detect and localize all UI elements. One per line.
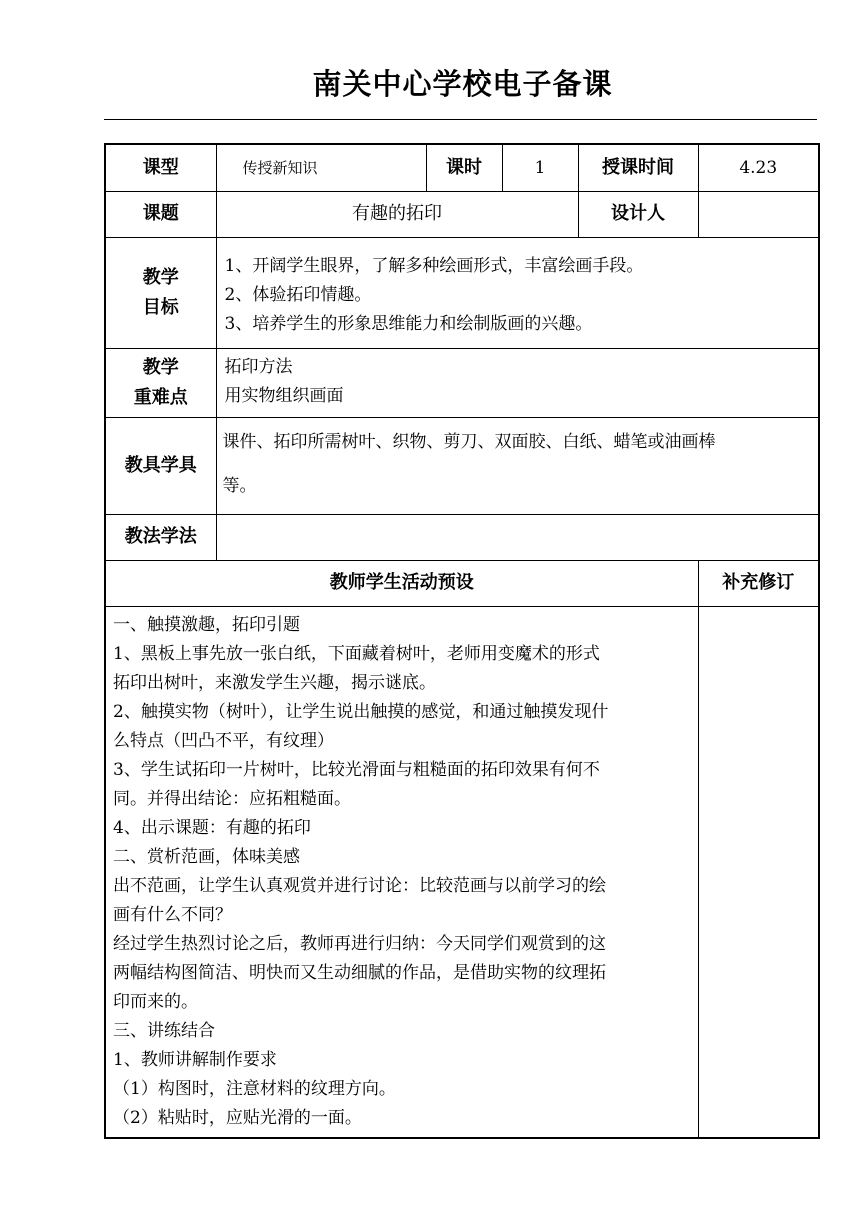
activity-line: 拓印出树叶，来激发学生兴趣，揭示谜底。	[113, 672, 436, 693]
designer-label: 设计人	[578, 191, 698, 237]
type-value: 传授新知识	[216, 144, 426, 191]
goals-label-line-2: 目标	[142, 296, 179, 318]
activity-line: 一、触摸激趣，拓印引题	[113, 614, 300, 635]
methods-row	[105, 514, 819, 560]
designer-value	[698, 191, 819, 237]
activity-line: 画有什么不同？	[113, 904, 232, 925]
activity-line: 印而来的。	[113, 991, 198, 1012]
activity-line: 同。并得出结论：应拓粗糙面。	[113, 788, 351, 809]
activity-line: 1、黑板上事先放一张白纸，下面藏着树叶，老师用变魔术的形式	[113, 643, 600, 664]
period-value: 1	[502, 144, 578, 191]
info-row-2	[105, 191, 819, 237]
tools-label: 教具学具	[105, 417, 216, 514]
methods-value	[216, 514, 819, 560]
activity-line: 三、讲练结合	[113, 1020, 215, 1041]
difficulty-content	[216, 348, 819, 417]
activity-line: （2）粘贴时，应贴光滑的一面。	[113, 1107, 362, 1128]
time-value: 4.23	[698, 144, 819, 191]
goals-row	[105, 237, 819, 348]
tools-row	[105, 417, 819, 514]
activity-header: 教师学生活动预设	[105, 560, 698, 606]
difficulty-row	[105, 348, 819, 417]
time-label: 授课时间	[578, 144, 698, 191]
activity-content	[105, 606, 698, 1138]
activity-row	[105, 606, 819, 1138]
activity-line: 么特点（凹凸不平，有纹理）	[113, 730, 334, 751]
goals-label-line-1: 教学	[142, 266, 179, 288]
difficulty-label-line-1: 教学	[142, 356, 179, 378]
activity-line: 2、触摸实物（树叶），让学生说出触摸的感觉，和通过触摸发现什	[113, 701, 609, 722]
topic-label: 课题	[105, 191, 216, 237]
activity-line: 3、学生试拓印一片树叶，比较光滑面与粗糙面的拓印效果有何不	[113, 759, 600, 780]
goals-label	[105, 237, 216, 348]
type-label: 课型	[105, 144, 216, 191]
difficulty-item: 用实物组织画面	[224, 385, 344, 406]
supplement-header: 补充修订	[698, 560, 819, 606]
title-divider	[104, 119, 817, 120]
difficulty-label	[105, 348, 216, 417]
activity-line: 出不范画，让学生认真观赏并进行讨论：比较范画与以前学习的绘	[113, 875, 606, 896]
goal-item: 1、开阔学生眼界，了解多种绘画形式，丰富绘画手段。	[224, 255, 644, 276]
difficulty-item: 拓印方法	[224, 356, 293, 377]
activity-line: 两幅结构图简洁、明快而又生动细腻的作品，是借助实物的纹理拓	[113, 962, 606, 983]
lesson-plan-table	[104, 143, 820, 1139]
activity-line: 1、教师讲解制作要求	[113, 1049, 277, 1070]
page-title: 南关中心学校电子备课	[312, 67, 613, 101]
tools-line: 等。	[222, 475, 257, 496]
activity-header-row	[105, 560, 819, 606]
supplement-content	[698, 606, 819, 1138]
activity-line: 经过学生热烈讨论之后，教师再进行归纳：今天同学们观赏到的这	[113, 933, 606, 954]
activity-line: 4、出示课题：有趣的拓印	[113, 817, 311, 838]
goal-item: 3、培养学生的形象思维能力和绘制版画的兴趣。	[224, 313, 593, 334]
tools-line: 课件、拓印所需树叶、织物、剪刀、双面胶、白纸、蜡笔或油画棒	[222, 431, 716, 452]
activity-line: 二、赏析范画，体味美感	[113, 846, 300, 867]
tools-content	[216, 417, 819, 514]
activity-line: （1）构图时，注意材料的纹理方向。	[113, 1078, 396, 1099]
difficulty-label-line-2: 重难点	[133, 386, 188, 408]
info-row-1	[105, 144, 819, 191]
period-label: 课时	[426, 144, 502, 191]
methods-label: 教法学法	[105, 514, 216, 560]
goal-item: 2、体验拓印情趣。	[224, 284, 372, 305]
topic-value: 有趣的拓印	[216, 191, 578, 237]
goals-content	[216, 237, 819, 348]
